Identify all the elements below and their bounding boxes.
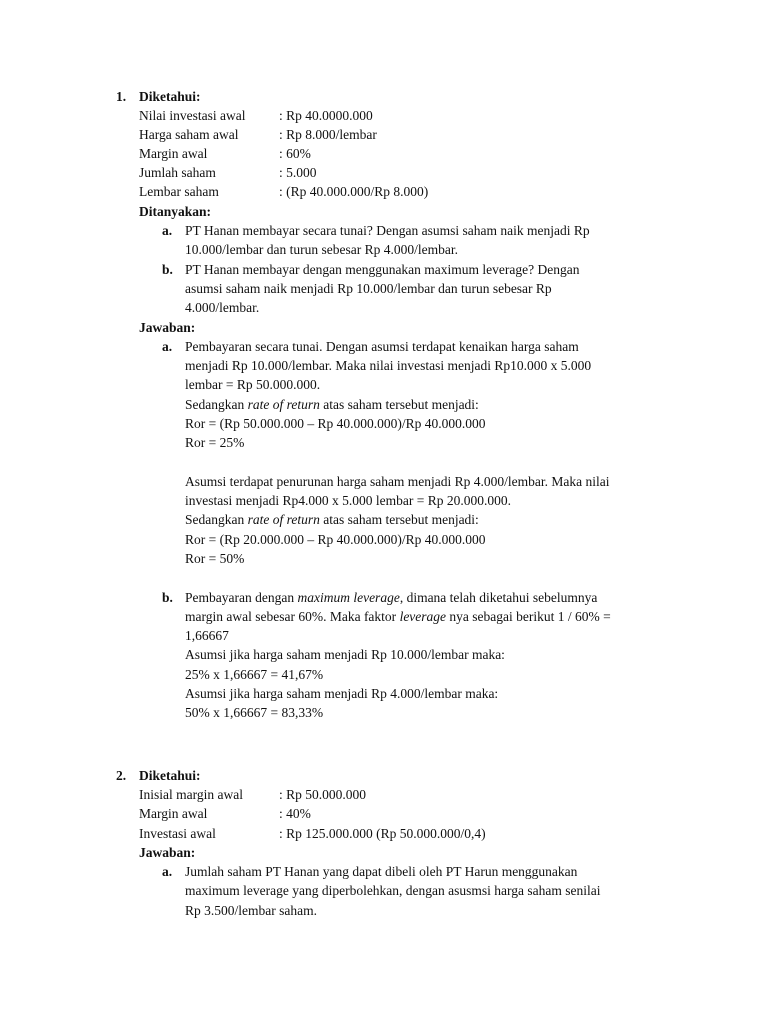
field-value: : Rp 8.000/lembar	[279, 127, 377, 142]
field-value: : 40%	[279, 806, 311, 821]
italic-term: rate of return	[247, 397, 320, 412]
q1-question-a-line: 10.000/lembar dan turun sebesar Rp 4.000/lembar.	[185, 242, 458, 257]
q1-field-row	[139, 163, 317, 182]
q2-field-row	[139, 785, 366, 804]
q1-question-b-line: asumsi saham naik menjadi Rp 10.000/lembar dan turun sebesar Rp	[185, 281, 552, 296]
q1-answer-a-line: investasi menjadi Rp4.000 x 5.000 lembar = Rp 20.000.000.	[185, 493, 511, 508]
question-2-number: 2.	[116, 768, 127, 783]
text-run: margin awal sebesar 60%. Maka faktor	[185, 609, 400, 624]
field-value: : Rp 125.000.000 (Rp 50.000.000/0,4)	[279, 826, 486, 841]
q1-answer-b-line: Asumsi jika harga saham menjadi Rp 10.000/lembar maka:	[185, 647, 505, 662]
q2-answer-a-marker: a.	[162, 864, 173, 879]
italic-term: leverage	[399, 609, 447, 624]
q2-diketahui-heading: Diketahui:	[139, 768, 201, 783]
field-label: Jumlah saham	[139, 165, 216, 180]
q1-question-b-line: PT Hanan membayar dengan menggunakan maximum leverage? Dengan	[185, 262, 580, 277]
field-label: Inisial margin awal	[139, 787, 243, 802]
text-run: nya sebagai berikut 1 / 60% =	[446, 609, 611, 624]
q1-question-b-marker: b.	[162, 262, 173, 277]
q1-question-a-marker: a.	[162, 223, 173, 238]
q2-answer-a-line: maximum leverage yang diperbolehkan, dengan asusmsi harga saham senilai	[185, 883, 601, 898]
italic-term: maximum leverage	[297, 590, 400, 605]
q1-answer-b-line	[185, 607, 611, 626]
q1-answer-a-line: Asumsi terdapat penurunan harga saham menjadi Rp 4.000/lembar. Maka nilai	[185, 474, 610, 489]
q1-field-row	[139, 144, 311, 163]
q1-question-a-line: PT Hanan membayar secara tunai? Dengan asumsi saham naik menjadi Rp	[185, 223, 590, 238]
q1-field-row	[139, 125, 377, 144]
q1-answer-a-marker: a.	[162, 339, 173, 354]
q2-answer-a-line: Rp 3.500/lembar saham.	[185, 903, 317, 918]
field-value: : Rp 50.000.000	[279, 787, 367, 802]
field-value: : (Rp 40.000.000/Rp 8.000)	[279, 184, 429, 199]
text-run: , dimana telah diketahui sebelumnya	[399, 590, 598, 605]
q2-field-row	[139, 804, 311, 823]
q1-answer-b-line: 25% x 1,66667 = 41,67%	[185, 667, 324, 682]
italic-term: rate of return	[247, 512, 320, 527]
q2-answer-a-line: Jumlah saham PT Hanan yang dapat dibeli oleh PT Harun menggunakan	[185, 864, 578, 879]
q1-ditanyakan-heading: Ditanyakan:	[139, 204, 212, 219]
text-run: atas saham tersebut menjadi:	[319, 397, 479, 412]
q1-answer-a-line: Ror = (Rp 20.000.000 – Rp 40.000.000)/Rp 40.000.000	[185, 532, 486, 547]
q1-answer-b-line: 1,66667	[185, 628, 229, 643]
text-run: Pembayaran dengan	[185, 590, 298, 605]
field-label: Harga saham awal	[139, 127, 239, 142]
q2-field-row	[139, 824, 486, 843]
text-run: Sedangkan	[185, 512, 248, 527]
field-label: Margin awal	[139, 806, 208, 821]
q1-jawaban-heading: Jawaban:	[139, 320, 196, 335]
q1-answer-a-line: Ror = (Rp 50.000.000 – Rp 40.000.000)/Rp 40.000.000	[185, 416, 486, 431]
field-label: Margin awal	[139, 146, 208, 161]
text-run: Sedangkan	[185, 397, 248, 412]
q1-answer-a-line: lembar = Rp 50.000.000.	[185, 377, 321, 392]
q1-answer-a-line: Pembayaran secara tunai. Dengan asumsi terdapat kenaikan harga saham	[185, 339, 579, 354]
q1-answer-a-line: Ror = 25%	[185, 435, 245, 450]
text-run: atas saham tersebut menjadi:	[319, 512, 479, 527]
field-value: : Rp 40.0000.000	[279, 108, 373, 123]
q1-answer-a-line	[185, 395, 479, 414]
q1-answer-a-line	[185, 510, 479, 529]
field-label: Lembar saham	[139, 184, 219, 199]
question-1-number: 1.	[116, 89, 127, 104]
q1-answer-a-line: menjadi Rp 10.000/lembar. Maka nilai investasi menjadi Rp10.000 x 5.000	[185, 358, 592, 373]
q1-question-b-line: 4.000/lembar.	[185, 300, 260, 315]
q1-field-row	[139, 106, 373, 125]
field-label: Nilai investasi awal	[139, 108, 246, 123]
field-value: : 60%	[279, 146, 311, 161]
q2-jawaban-heading: Jawaban:	[139, 845, 196, 860]
q1-answer-b-line: 50% x 1,66667 = 83,33%	[185, 705, 324, 720]
q1-answer-a-line: Ror = 50%	[185, 551, 245, 566]
q1-answer-b-marker: b.	[162, 590, 173, 605]
q1-diketahui-heading: Diketahui:	[139, 89, 201, 104]
field-label: Investasi awal	[139, 826, 216, 841]
q1-field-row	[139, 182, 428, 201]
q1-answer-b-line: Asumsi jika harga saham menjadi Rp 4.000/lembar maka:	[185, 686, 499, 701]
q1-answer-b-line	[185, 588, 597, 607]
field-value: : 5.000	[279, 165, 317, 180]
